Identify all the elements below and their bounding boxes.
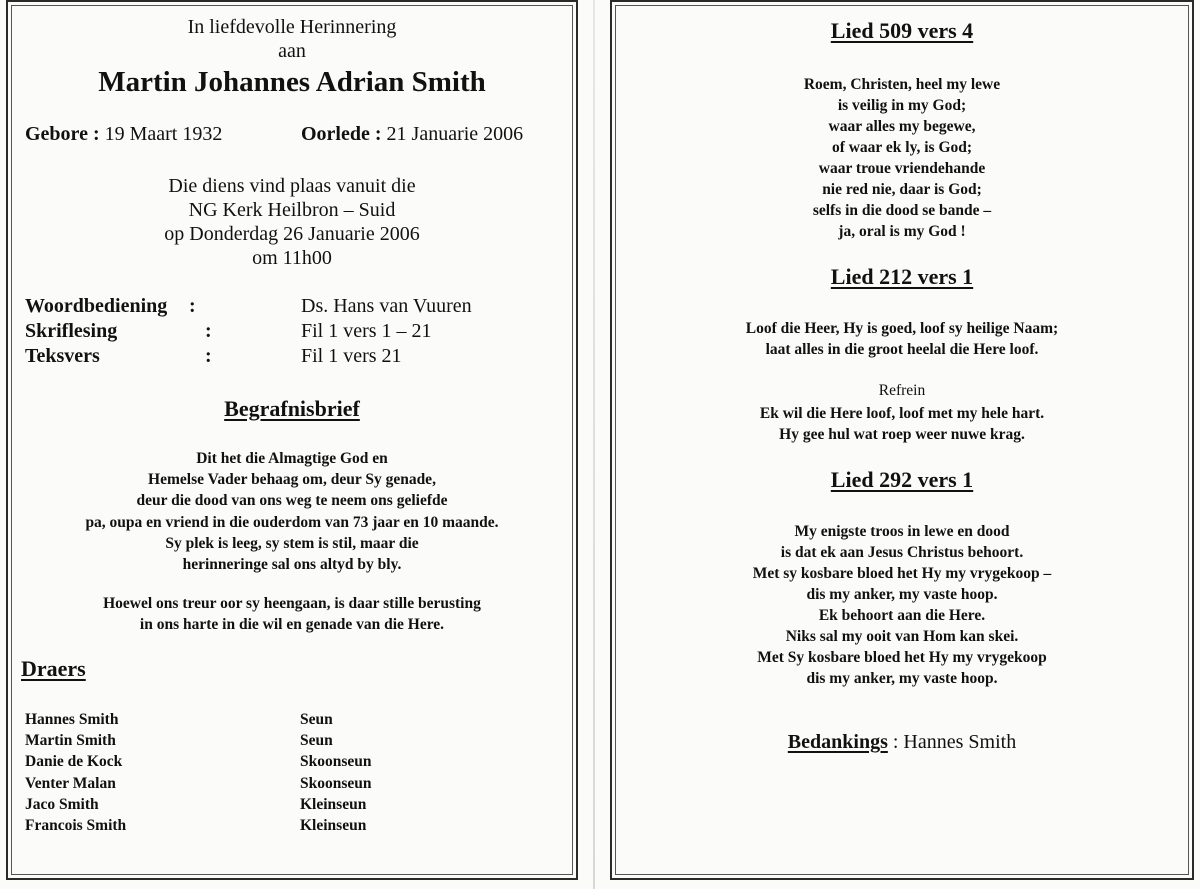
thanks-name: Hannes Smith bbox=[903, 731, 1017, 753]
letter-heading bbox=[8, 396, 576, 422]
bearer-relation: Kleinseun bbox=[300, 795, 367, 813]
verse-line: laat alles in die groot heelal die Here loof. bbox=[765, 341, 1039, 358]
role-row bbox=[25, 295, 565, 320]
thanks-row bbox=[612, 731, 1192, 754]
role-colon: : bbox=[205, 345, 212, 367]
thanks-separator: : bbox=[887, 731, 904, 753]
born-row bbox=[25, 123, 222, 146]
verse-line: ja, oral is my God ! bbox=[838, 223, 966, 240]
role-label: Woordbediening bbox=[25, 295, 168, 317]
letter-line: pa, oupa en vriend in die ouderdom van 73 jaar en 10 maande. bbox=[85, 513, 499, 531]
role-label: Teksvers bbox=[25, 345, 100, 367]
refrain-verse bbox=[612, 403, 1192, 445]
verse-line: Met sy kosbare bloed het Hy my vrygekoop – bbox=[752, 565, 1052, 582]
died-date: 21 Januarie 2006 bbox=[386, 123, 524, 145]
letter-line: Sy plek is leeg, sy stem is stil, maar die bbox=[165, 534, 419, 552]
role-value: Fil 1 vers 1 – 21 bbox=[301, 320, 432, 342]
bearer-relation: Skoonseun bbox=[300, 774, 372, 792]
verse-line: My enigste troos in lewe en dood bbox=[794, 523, 1010, 540]
verse-line: Met Sy kosbare bloed het Hy my vrygekoop bbox=[757, 649, 1047, 666]
service-line: op Donderdag 26 Januarie 2006 bbox=[164, 223, 420, 245]
bearer-name: Francois Smith bbox=[25, 816, 127, 834]
role-label: Skriflesing bbox=[25, 320, 118, 342]
born-date: 19 Maart 1932 bbox=[104, 123, 223, 145]
died-label: Oorlede : bbox=[301, 123, 382, 145]
hymn-verse bbox=[612, 74, 1192, 242]
intro-text: In liefdevolle Herinnering bbox=[187, 16, 397, 38]
letter-title: Begrafnisbrief bbox=[224, 396, 360, 421]
service-line: NG Kerk Heilbron – Suid bbox=[188, 199, 396, 221]
bearer-relation: Kleinseun bbox=[300, 816, 367, 834]
verse-line: Ek wil die Here loof, loof met my hele hart. bbox=[759, 405, 1045, 422]
bearers-title: Draers bbox=[21, 656, 86, 681]
list-item bbox=[25, 794, 525, 815]
service-info bbox=[8, 174, 576, 270]
bearer-name: Martin Smith bbox=[25, 732, 116, 750]
letter-line: deur die dood van ons weg te neem ons geliefde bbox=[136, 492, 448, 510]
list-item bbox=[25, 815, 525, 836]
hymn-verse bbox=[612, 318, 1192, 360]
verse-line: Niks sal my ooit van Hom kan skei. bbox=[785, 628, 1019, 645]
letter-line: Hoewel ons treur oor sy heengaan, is daar stille berusting bbox=[103, 595, 481, 612]
service-line: Die diens vind plaas vanuit die bbox=[168, 175, 416, 197]
verse-line: Ek behoort aan die Here. bbox=[818, 607, 986, 624]
verse-line: is veilig in my God; bbox=[837, 97, 967, 114]
bearer-name: Jaco Smith bbox=[25, 795, 99, 813]
verse-line: waar troue vriendehande bbox=[818, 160, 986, 177]
bearer-name: Danie de Kock bbox=[25, 753, 123, 771]
role-row bbox=[25, 320, 565, 345]
verse-line: nie red nie, daar is God; bbox=[822, 181, 982, 198]
hymn-title: Lied 509 vers 4 bbox=[830, 18, 974, 43]
died-row bbox=[301, 123, 523, 146]
list-item bbox=[25, 730, 525, 751]
role-colon: : bbox=[205, 320, 212, 342]
letter-line: herinneringe sal ons altyd by bly. bbox=[182, 556, 402, 574]
memorial-panel bbox=[6, 0, 578, 880]
role-value: Fil 1 vers 21 bbox=[301, 345, 402, 367]
hymns-panel bbox=[610, 0, 1194, 880]
verse-line: selfs in die dood se bande – bbox=[812, 202, 992, 219]
bearer-relation: Seun bbox=[300, 711, 333, 728]
bearer-relation: Skoonseun bbox=[300, 753, 372, 771]
letter-line: in ons harte in die wil en genade van die Here. bbox=[139, 616, 445, 634]
role-colon: : bbox=[189, 295, 196, 317]
letter-line: Dit het die Almagtige God en bbox=[196, 450, 388, 467]
verse-line: dis my anker, my vaste hoop. bbox=[806, 586, 998, 603]
service-roles bbox=[25, 295, 565, 370]
refrain-label: Refrein bbox=[878, 382, 926, 399]
list-item bbox=[25, 773, 525, 794]
role-row bbox=[25, 345, 565, 370]
bearers-list bbox=[25, 709, 525, 839]
role-value: Ds. Hans van Vuuren bbox=[301, 295, 472, 317]
verse-line: Hy gee hul wat roep weer nuwe krag. bbox=[779, 426, 1025, 443]
letter-paragraph-2 bbox=[8, 593, 576, 635]
hymn-title: Lied 292 vers 1 bbox=[830, 467, 974, 492]
hymn-heading bbox=[612, 18, 1192, 44]
verse-line: Loof die Heer, Hy is goed, loof sy heilige Naam; bbox=[745, 320, 1059, 337]
list-item bbox=[25, 709, 525, 730]
verse-line: waar alles my begewe, bbox=[828, 118, 976, 135]
page-fold bbox=[593, 0, 595, 889]
bearer-name: Hannes Smith bbox=[25, 711, 119, 728]
hymn-heading bbox=[612, 467, 1192, 493]
verse-line: Roem, Christen, heel my lewe bbox=[803, 76, 1001, 93]
letter-paragraph-1 bbox=[8, 448, 576, 575]
thanks-label: Bedankings bbox=[787, 731, 888, 753]
bearers-heading bbox=[21, 656, 86, 682]
letter-line: Hemelse Vader behaag om, deur Sy genade, bbox=[148, 471, 436, 489]
verse-line: dis my anker, my vaste hoop. bbox=[806, 670, 998, 687]
bearer-name: Venter Malan bbox=[25, 774, 116, 792]
deceased-name: Martin Johannes Adrian Smith bbox=[98, 66, 486, 98]
born-label: Gebore : bbox=[25, 123, 100, 145]
hymn-verse bbox=[612, 521, 1192, 689]
list-item bbox=[25, 751, 525, 772]
service-line: om 11h00 bbox=[252, 247, 332, 269]
bearer-relation: Seun bbox=[300, 732, 333, 750]
verse-line: of waar ek ly, is God; bbox=[831, 139, 973, 156]
verse-line: is dat ek aan Jesus Christus behoort. bbox=[780, 544, 1024, 561]
hymn-title: Lied 212 vers 1 bbox=[830, 264, 974, 289]
hymn-heading bbox=[612, 264, 1192, 290]
intro-aan: aan bbox=[278, 40, 306, 62]
